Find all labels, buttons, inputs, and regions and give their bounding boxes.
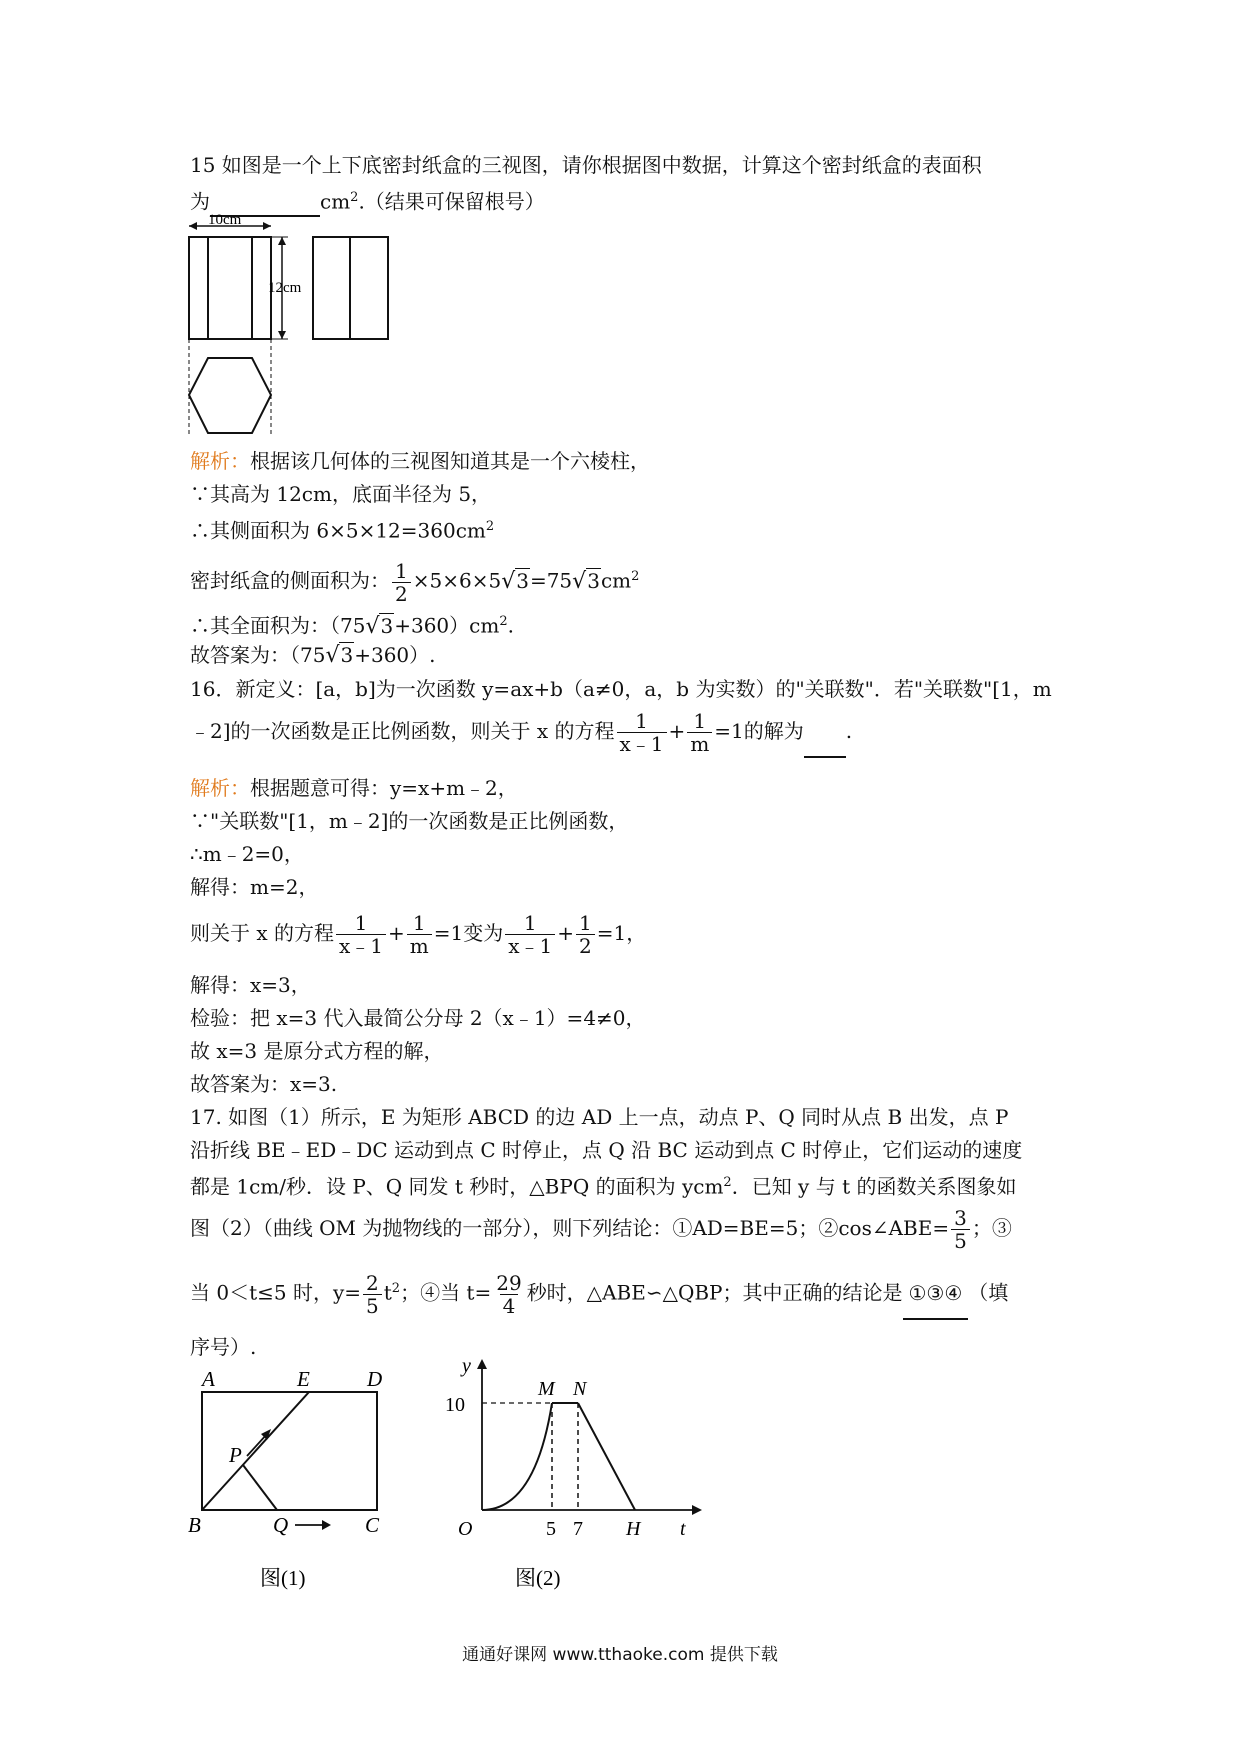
fig2-tick-5: 5 [546, 1518, 556, 1540]
fig2-caption: 图(2) [515, 1566, 561, 1590]
fig1-label-e: E [297, 1367, 310, 1391]
q15-solution-line3: ∴其侧面积为 $6\times 5\times 12=360cm^2$ [190, 518, 495, 543]
fig2-label-t: t [680, 1518, 686, 1540]
q15-width-label: 10cm [208, 212, 242, 228]
fig1-label-c: C [365, 1513, 380, 1537]
q16-solution-line4: 解得：m=2， [190, 875, 319, 899]
fig1-label-q: Q [273, 1513, 289, 1537]
fig2-tick-7: 7 [573, 1518, 583, 1540]
q17-text-line3: 都是 1cm/秒．设 P、Q 同发 t 秒时，△BPQ 的面积为 ycm$^2$．已知 y 与 t 的函数关系图象如 [190, 1174, 1017, 1199]
q15-height-label: 12cm [268, 280, 302, 296]
q16-solution-line5: 则关于 x 的方程 $\frac{1}{x﹣1}$ + $\frac{1}{m}$ =1变为 $\frac{1}{x﹣1}$ + $\frac{1}{2}$ =1， [190, 911, 647, 958]
q16-text-line1: 16．新定义：[a，b]为一次函数 y=ax+b（a≠0，a，b 为实数）的"关联数"．若"关联数"[1，m [190, 677, 1052, 701]
fig2-label-o: O [458, 1518, 473, 1540]
fig1-label-p: P [229, 1443, 242, 1467]
q16-solution-line9: 故答案为：x=3. [190, 1072, 338, 1096]
q17-text-line1: 17. 如图（1）所示，E 为矩形 ABCD 的边 AD 上一点，动点 P、Q 同时从点 B 出发，点 P [190, 1105, 1009, 1129]
fig2-label-y: y [462, 1355, 471, 1377]
page-footer: 通通好课网 www.tthaoke.com 提供下载 [462, 1645, 778, 1665]
q16-solution-line1: 解析：根据题意可得：y=x+m﹣2， [190, 776, 518, 800]
q17-answer: ①③④ [903, 1268, 969, 1320]
q17-text-line2: 沿折线 BE﹣ED﹣DC 运动到点 C 时停止，点 Q 沿 BC 运动到点 C 时停止，它们运动的速度 [190, 1138, 1023, 1162]
q15-solution-line5: ∴其全面积为：$(75√3+360)cm^2$. [190, 613, 514, 639]
q17-text-line6: 序号）. [190, 1335, 257, 1359]
q16-text-line2: ﹣2]的一次函数是正比例函数，则关于 x 的方程 $\frac{1}{x﹣1}$ + $\frac{1}{m}$ =1的解为 . [190, 706, 852, 758]
q17-text-line5: 当 0＜t≤5 时，y= $\frac{2}{5}$ $t^2$；④当 t= $\frac{29}{4}$ 秒时，△ABE∽△QBP；其中正确的结论是 ①③④ （填 [190, 1264, 1008, 1320]
q16-solution-line7: 检验：把 x=3 代入最简公分母 2（x﹣1）=4≠0， [190, 1006, 646, 1030]
q15-solution-line4: 密封纸盒的侧面积为： $\frac{1}{2}$ $\times 5\times 6\times 5√3=75√3cm^2$ [190, 558, 640, 606]
q17-figure-1 [185, 1362, 405, 1602]
q15-solution-line1: 解析：根据该几何体的三视图知道其是一个六棱柱， [190, 449, 650, 473]
q15-text-line1: 15 如图是一个上下底密封纸盒的三视图，请你根据图中数据，计算这个密封纸盒的表面积 [190, 153, 982, 177]
fig1-label-a: A [202, 1367, 215, 1391]
q17-figure-2 [440, 1355, 710, 1605]
fig2-label-n: N [573, 1378, 587, 1400]
q16-answer-blank [804, 706, 846, 758]
fig1-label-d: D [367, 1367, 383, 1391]
fig2-label-h: H [626, 1518, 641, 1540]
fig1-caption: 图(1) [260, 1566, 306, 1590]
fig2-label-m: M [538, 1378, 555, 1400]
q15-solution-line6: 故答案为：（75√3+360）. [190, 643, 436, 668]
fig2-tick-10: 10 [445, 1394, 465, 1416]
fig1-label-b: B [188, 1513, 201, 1537]
q15-three-view-figure [180, 212, 400, 442]
q16-solution-line2: ∵"关联数"[1，m﹣2]的一次函数是正比例函数， [190, 809, 629, 833]
q15-text-line2: 为 $cm^2$.（结果可保留根号） [190, 185, 545, 217]
q16-solution-line6: 解得：x=3， [190, 973, 311, 997]
q16-solution-line3: ∴m﹣2=0， [190, 842, 304, 866]
q17-text-line4: 图（2）（曲线 OM 为抛物线的一部分），则下列结论：①AD=BE=5；②cos∠ABE= $\frac{3}{5}$ ；③ [190, 1206, 1012, 1253]
q15-solution-line2: ∵其高为 12cm，底面半径为 5， [190, 482, 492, 506]
q16-solution-line8: 故 x=3 是原分式方程的解， [190, 1039, 444, 1063]
